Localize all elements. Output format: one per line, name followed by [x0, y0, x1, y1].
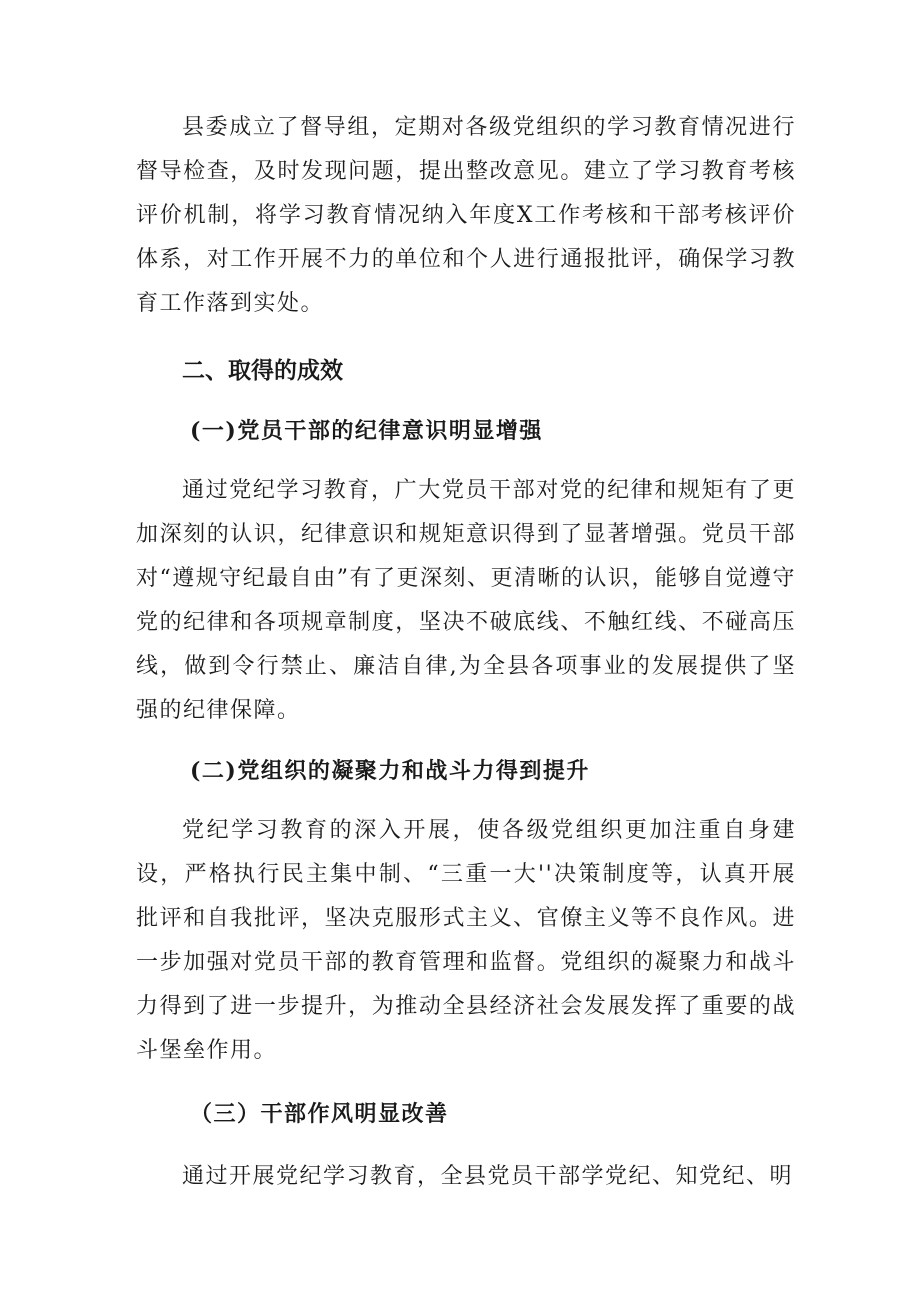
document-page — [136, 106, 796, 1199]
spacer — [136, 1073, 796, 1092]
paragraph-work-style: 通过开展党纪学习教育，全县党员干部学党纪、知党纪、明 — [182, 1164, 794, 1189]
spacer — [136, 733, 796, 749]
spacer — [136, 1136, 796, 1155]
spacer — [136, 326, 796, 349]
paragraph-supervision: 县委成立了督导组，定期对各级党组织的学习教育情况进行督导检查，及时发现问题，提出整改意见。建立了学习教育考核评价机制，将学习教育情况纳入年度X工作考核和干部考核评价体系，对工作开展不力的单位和个人进行通报批评，确保学习教育工作落到实处。 — [136, 115, 796, 316]
subsection-heading-work-style: （三）干部作风明显改善 — [190, 1101, 449, 1127]
paragraph-discipline: 通过党纪学习教育，广大党员干部对党的纪律和规矩有了更加深刻的认识，纪律意识和规矩意识得到了显著增强。党员干部对“遵规守纪最自由”有了更深刻、更清晰的认识，能够自觉遵守党的纪律和各项规章制度，坚决不破底线、不触红线、不碰高压线，做到令行禁止、廉洁自律,为全县各项事业的发展提供了坚强的纪律保障。 — [136, 478, 796, 723]
spacer — [136, 453, 796, 469]
section-heading-results: 二、取得的成效 — [182, 358, 343, 384]
subsection-heading-cohesion: (二)党组织的凝聚力和战斗力得到提升 — [190, 758, 590, 784]
subsection-heading-discipline: (一)党员干部的纪律意识明显增强 — [190, 418, 543, 444]
paragraph-cohesion: 党纪学习教育的深入开展，使各级党组织更加注重自身建设，严格执行民主集中制、“三重一大''决策制度等，认真开展批评和自我批评，坚决克服形式主义、官僚主义等不良作风。进一步加强对党员干部的教育管理和监督。党组织的凝聚力和战斗力得到了进一步提升，为推动全县经济社会发展发挥了重要的战斗堡垒作用。 — [136, 818, 796, 1063]
spacer — [136, 393, 796, 409]
spacer — [136, 793, 796, 809]
